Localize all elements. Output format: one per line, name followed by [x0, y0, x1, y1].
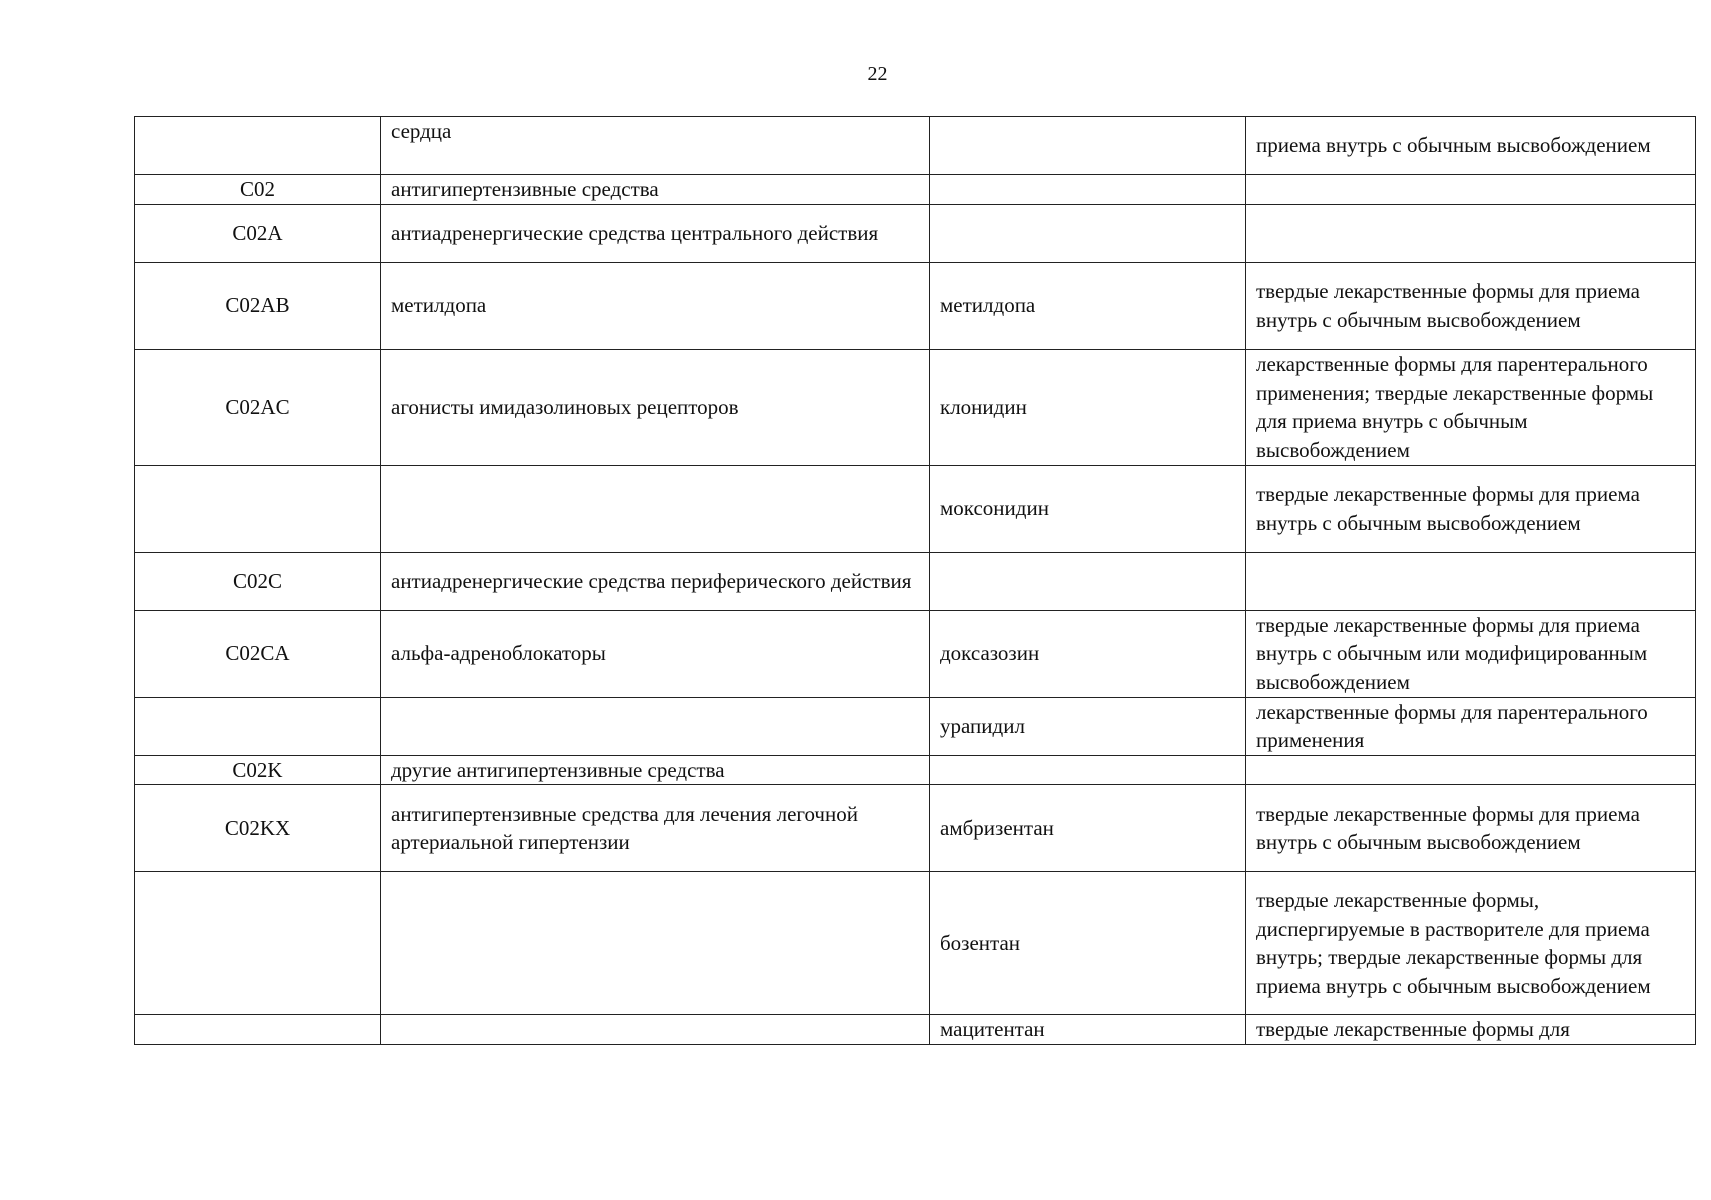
drug-name: урапидил: [930, 697, 1246, 755]
drug-name: метилдопа: [930, 262, 1246, 349]
table-row: [135, 349, 1696, 465]
atc-code: C02: [135, 175, 381, 205]
drug-name: [930, 552, 1246, 610]
drug-name: клонидин: [930, 349, 1246, 465]
atc-group: [381, 1015, 930, 1045]
atc-code: [135, 1015, 381, 1045]
atc-group: антигипертензивные средства: [381, 175, 930, 205]
dosage-form: [1246, 755, 1696, 785]
atc-group: антиадренергические средства периферического действия: [381, 552, 930, 610]
atc-group: другие антигипертензивные средства: [381, 755, 930, 785]
dosage-form: [1246, 175, 1696, 205]
page-number: 22: [867, 63, 888, 85]
atc-code: C02C: [135, 552, 381, 610]
dosage-form: твердые лекарственные формы для: [1246, 1015, 1696, 1045]
drug-name: [930, 175, 1246, 205]
dosage-form: твердые лекарственные формы для приема внутрь с обычным высвобождением: [1246, 465, 1696, 552]
dosage-form: лекарственные формы для парентерального применения: [1246, 697, 1696, 755]
table-row: [135, 175, 1696, 205]
dosage-form: твердые лекарственные формы для приема внутрь с обычным высвобождением: [1246, 262, 1696, 349]
atc-code: C02KX: [135, 785, 381, 872]
atc-group: сердца: [381, 117, 930, 175]
table-row: [135, 785, 1696, 872]
atc-group: [381, 465, 930, 552]
table-row: [135, 552, 1696, 610]
atc-group: альфа-адреноблокаторы: [381, 610, 930, 697]
medication-table: [134, 116, 1696, 1045]
dosage-form: [1246, 552, 1696, 610]
table-row: [135, 697, 1696, 755]
table-row: [135, 465, 1696, 552]
dosage-form: лекарственные формы для парентерального применения; твердые лекарственные формы для приема внутрь с обычным высвобождением: [1246, 349, 1696, 465]
atc-group: метилдопа: [381, 262, 930, 349]
dosage-form: твердые лекарственные формы для приема внутрь с обычным высвобождением: [1246, 785, 1696, 872]
atc-code: C02CA: [135, 610, 381, 697]
drug-name: [930, 755, 1246, 785]
drug-name: [930, 117, 1246, 175]
dosage-form: [1246, 204, 1696, 262]
drug-name: бозентан: [930, 872, 1246, 1015]
table-row: [135, 1015, 1696, 1045]
table-row: [135, 117, 1696, 175]
atc-code: C02AB: [135, 262, 381, 349]
drug-name: мацитентан: [930, 1015, 1246, 1045]
dosage-form: твердые лекарственные формы для приема внутрь с обычным или модифицированным высвобождением: [1246, 610, 1696, 697]
table-row: [135, 204, 1696, 262]
table-row: [135, 262, 1696, 349]
atc-group: [381, 697, 930, 755]
atc-group: агонисты имидазолиновых рецепторов: [381, 349, 930, 465]
atc-code: [135, 465, 381, 552]
drug-name: амбризентан: [930, 785, 1246, 872]
atc-code: [135, 697, 381, 755]
table-row: [135, 872, 1696, 1015]
atc-code: C02AC: [135, 349, 381, 465]
atc-group: [381, 872, 930, 1015]
atc-code: [135, 117, 381, 175]
atc-code: C02A: [135, 204, 381, 262]
atc-code: [135, 872, 381, 1015]
atc-group: антигипертензивные средства для лечения легочной артериальной гипертензии: [381, 785, 930, 872]
atc-code: C02K: [135, 755, 381, 785]
table-row: [135, 610, 1696, 697]
drug-name: доксазозин: [930, 610, 1246, 697]
drug-name: моксонидин: [930, 465, 1246, 552]
dosage-form: приема внутрь с обычным высвобождением: [1246, 117, 1696, 175]
atc-group: антиадренергические средства центрального действия: [381, 204, 930, 262]
dosage-form: твердые лекарственные формы, диспергируемые в растворителе для приема внутрь; твердые лекарственные формы для приема внутрь с обычным высвобождением: [1246, 872, 1696, 1015]
drug-name: [930, 204, 1246, 262]
table-row: [135, 755, 1696, 785]
